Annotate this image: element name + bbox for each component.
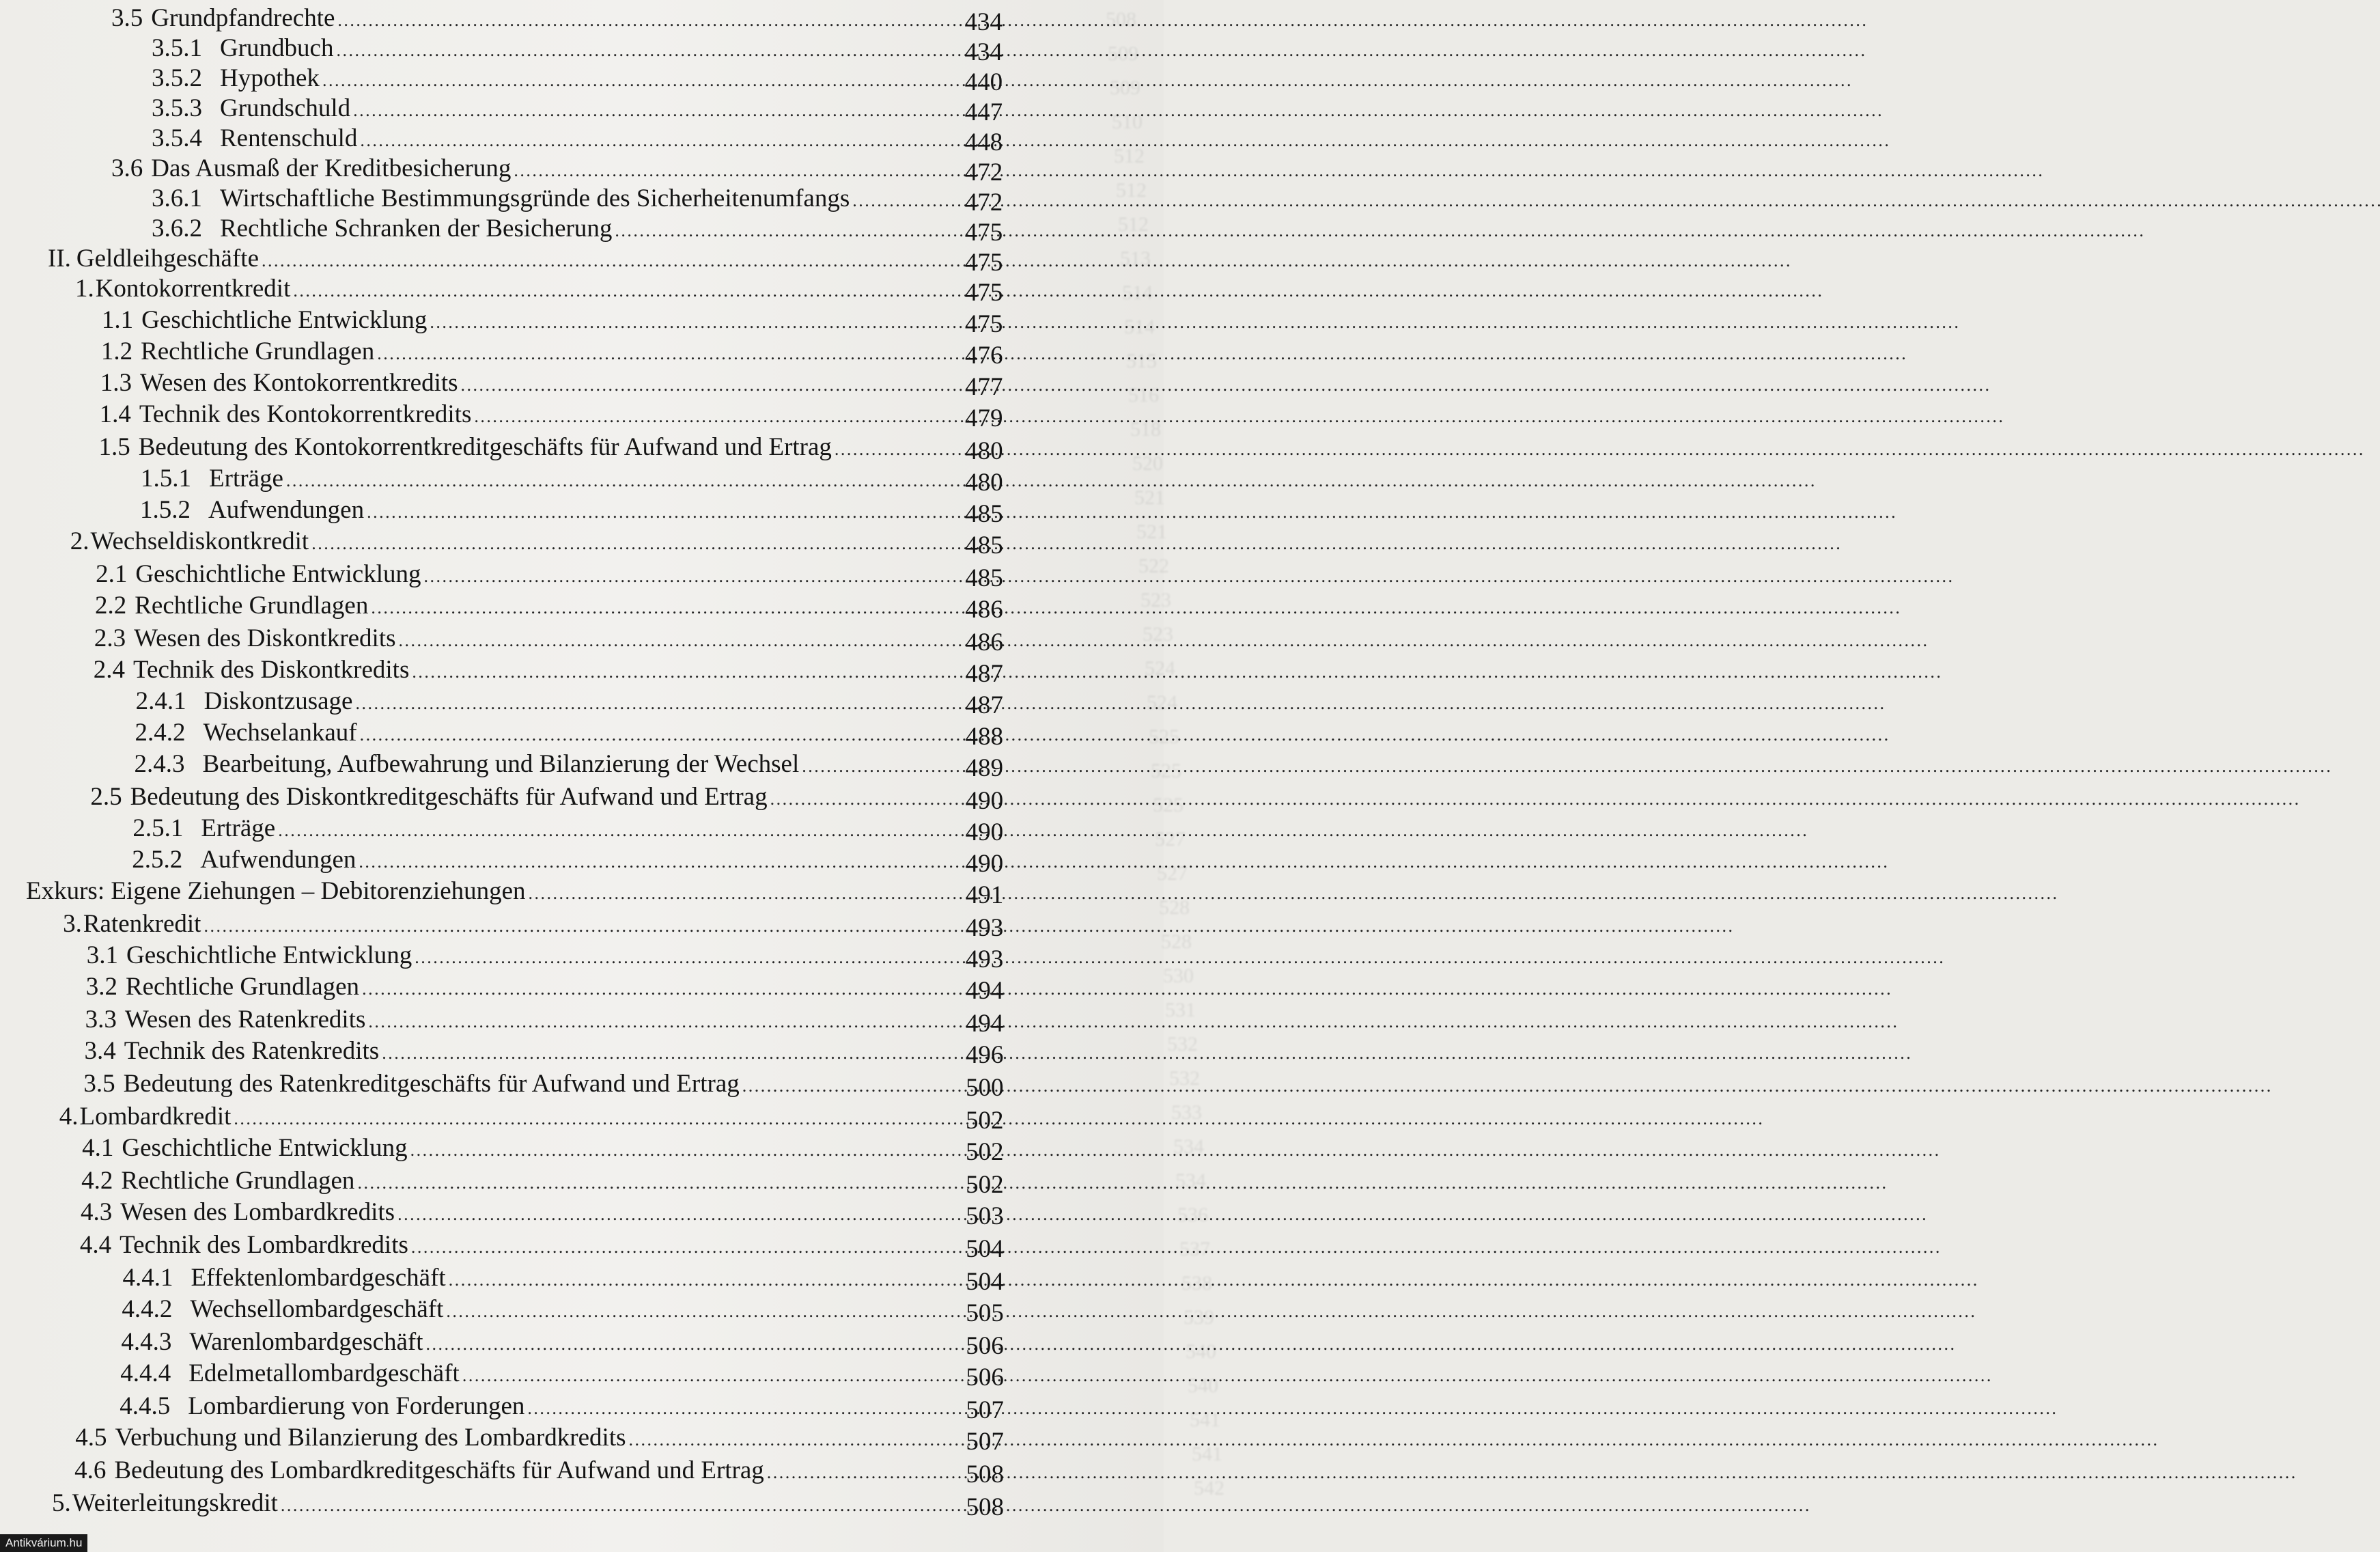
toc-page-number: 475: [964, 279, 1003, 307]
ghost-page-number: 525: [1149, 725, 1179, 748]
toc-page-number: 477: [965, 373, 1003, 401]
ghost-page-number: 536: [1177, 1204, 1208, 1226]
toc-title: Hypothek: [220, 64, 320, 92]
toc-page-number: 491: [965, 881, 1004, 909]
toc-entry: [0, 1165, 1164, 1197]
toc-title: Grundbuch: [220, 34, 334, 62]
toc-title: Erträge: [209, 465, 283, 493]
toc-page-number: 490: [965, 850, 1004, 878]
ghost-page-number: 513: [1120, 247, 1151, 270]
toc-entry: [0, 3, 1164, 34]
toc-title: Rechtliche Grundlagen: [141, 337, 375, 365]
toc-entry: [0, 909, 1164, 940]
toc-page-number: 440: [964, 68, 1003, 96]
toc-leader-dots: [357, 1167, 1885, 1199]
ghost-page-number: 527: [1155, 828, 1186, 850]
toc-entry: [0, 305, 1164, 336]
toc-section-number: 3.5.3: [152, 94, 202, 122]
ghost-page-number: 509: [1108, 42, 1138, 65]
toc-leader-dots: [362, 973, 1890, 1005]
toc-title: Rechtliche Grundlagen: [135, 592, 369, 620]
toc-entry: [0, 183, 1164, 217]
toc-leader-dots: [514, 155, 2041, 186]
toc-page-number: 487: [965, 660, 1003, 688]
toc-section-number: 2.5: [90, 783, 122, 811]
toc-entry: [0, 1391, 1164, 1422]
toc-page-number: 508: [966, 1493, 1004, 1521]
toc-section-number: 4.1: [82, 1134, 114, 1162]
toc-leader-dots: [367, 497, 1894, 528]
ghost-page-number: 541: [1192, 1443, 1222, 1465]
toc-title: Technik des Lombardkredits: [120, 1231, 408, 1259]
toc-section-number: 3.5.2: [152, 64, 202, 92]
ghost-page-number: 524: [1145, 657, 1175, 680]
toc-entry: [0, 33, 1164, 64]
toc-title: Bearbeitung, Aufbewahrung und Bilanzierung der Wechsel: [202, 750, 800, 778]
toc-page-number: 480: [965, 437, 1003, 465]
toc-section-number: 4.2: [81, 1167, 113, 1195]
toc-section-number: 3.4: [84, 1037, 116, 1065]
toc-leader-dots: [426, 1329, 1954, 1360]
ghost-page-number: 533: [1171, 1101, 1202, 1124]
toc-leader-dots: [529, 878, 2056, 909]
toc-section-number: 2.4: [93, 656, 126, 684]
toc-page-number: 502: [966, 1171, 1004, 1199]
toc-title: Geldleihgeschäfte: [76, 245, 259, 273]
toc-leader-dots: [337, 5, 1865, 36]
toc-entry: [0, 213, 1164, 245]
toc-entry: [0, 1358, 1164, 1389]
toc-section-number: 3.6.2: [152, 214, 202, 242]
ghost-page-number: 508: [1106, 8, 1136, 31]
toc-entry: [0, 844, 1164, 876]
toc-page-number: 489: [965, 754, 1004, 782]
toc-section-number: 3.5.4: [152, 124, 202, 152]
toc-title: Effektenlombardgeschäft: [191, 1264, 446, 1292]
toc-page-number: 485: [965, 500, 1003, 528]
toc-page-number: 506: [966, 1332, 1004, 1360]
toc-title: Wechsellombardgeschäft: [190, 1295, 444, 1323]
toc-page-number: 505: [966, 1299, 1004, 1327]
toc-entry: [0, 63, 1164, 94]
toc-entry: [0, 399, 1164, 430]
toc-entry: [0, 971, 1164, 1003]
ghost-page-number: 512: [1118, 213, 1149, 236]
toc-leader-dots: [852, 185, 2380, 217]
ghost-page-number: 539: [1184, 1306, 1214, 1329]
toc-page-number: 480: [965, 469, 1003, 497]
toc-leader-dots: [527, 1393, 2055, 1424]
toc-leader-dots: [399, 625, 1927, 656]
toc-section-number: 4.4: [79, 1231, 112, 1259]
toc-entry: [0, 813, 1164, 844]
toc-page-number: 434: [964, 38, 1003, 66]
ghost-page-number: 531: [1165, 999, 1196, 1021]
toc-leader-dots: [802, 751, 2329, 782]
toc-title: Warenlombardgeschäft: [189, 1328, 423, 1356]
toc-entry: [0, 432, 1164, 463]
ghost-page-number: 532: [1167, 1033, 1198, 1055]
toc-leader-dots: [424, 561, 1952, 592]
ghost-page-number: 523: [1143, 623, 1173, 646]
toc-entry: [0, 686, 1164, 717]
toc-leader-dots: [360, 719, 1888, 751]
toc-entry: [0, 243, 1164, 275]
toc-page-number: 485: [965, 564, 1003, 592]
watermark-label: Antikvárium.hu: [0, 1534, 87, 1552]
toc-section-number: 2.4.1: [135, 687, 186, 715]
toc-entry: [0, 1327, 1164, 1358]
toc-page-number: 476: [964, 342, 1003, 370]
ghost-page-number: 522: [1138, 555, 1169, 577]
toc-section-number: 2.5.1: [132, 814, 184, 842]
toc-title: Technik des Diskontkredits: [133, 656, 410, 684]
toc-entry: [0, 1036, 1164, 1067]
toc-section-number: 3.2: [85, 973, 117, 1001]
toc-page-number: 493: [965, 914, 1004, 942]
toc-title: Exkurs: Eigene Ziehungen – Debitorenziehungen: [26, 877, 526, 905]
ghost-page-number: 521: [1134, 486, 1165, 509]
toc-title: Ratenkredit: [83, 910, 201, 938]
toc-title: Rentenschuld: [220, 124, 358, 152]
toc-page-number: 488: [965, 723, 1003, 751]
toc-leader-dots: [411, 1232, 1939, 1263]
toc-section-number: 2.2: [94, 592, 127, 620]
toc-section-number: 4.: [59, 1103, 79, 1131]
ghost-page-number: 514: [1124, 316, 1155, 338]
toc-title: Wesen des Diskontkredits: [134, 624, 396, 652]
ghost-page-number: 540: [1186, 1340, 1216, 1363]
toc-leader-dots: [281, 1490, 1808, 1521]
toc-leader-dots: [355, 688, 1883, 719]
toc-title: Weiterleitungskredit: [72, 1489, 278, 1517]
toc-leader-dots: [461, 370, 1989, 401]
toc-entry: [0, 590, 1164, 622]
toc-leader-dots: [286, 465, 1814, 497]
toc-title: Geschichtliche Entwicklung: [141, 306, 428, 334]
toc-section-number: 4.4.5: [120, 1392, 171, 1420]
toc-page-number: 434: [964, 8, 1003, 36]
ghost-page-number: 528: [1161, 930, 1192, 953]
toc-entry: [0, 1422, 1164, 1454]
toc-entry: [0, 1294, 1164, 1325]
toc-entry: [0, 781, 1164, 813]
toc-section-number: 4.4.4: [120, 1359, 171, 1387]
toc-entry: [0, 717, 1164, 749]
toc-entry: [0, 495, 1164, 526]
toc-section-number: 4.3: [80, 1198, 113, 1226]
toc-page-number: 508: [966, 1460, 1004, 1488]
toc-section-number: 2.3: [94, 624, 126, 652]
toc-entry: [0, 273, 1164, 305]
toc-page-number: 475: [964, 249, 1003, 277]
toc-entry: [0, 1004, 1164, 1036]
toc-page-number: 447: [964, 98, 1003, 126]
ghost-page-number: 510: [1112, 111, 1143, 133]
toc-leader-dots: [412, 656, 1940, 688]
toc-section-number: 4.4.2: [122, 1295, 173, 1323]
toc-section-number: 1.2: [100, 337, 133, 365]
toc-page-number: 486: [965, 628, 1003, 656]
toc-title: Wechselankauf: [203, 719, 357, 747]
toc-title: Grundschuld: [220, 94, 351, 122]
toc-leader-dots: [462, 1360, 1990, 1391]
toc-section-number: 1.: [74, 275, 94, 303]
toc-title: Bedeutung des Diskontkreditgeschäfts für Aufwand und Ertrag: [130, 783, 768, 811]
ghost-page-number: 542: [1194, 1477, 1224, 1499]
toc-title: Geschichtliche Entwicklung: [135, 560, 421, 588]
toc-section-number: 3.5: [83, 1070, 115, 1098]
toc-title: Technik des Kontokorrentkredits: [139, 400, 472, 428]
toc-title: Grundpfandrechte: [151, 4, 335, 32]
ghost-page-number: 537: [1179, 1238, 1210, 1260]
toc-entry: [0, 559, 1164, 590]
toc-title: Aufwendungen: [208, 496, 365, 524]
toc-section-number: 1.3: [100, 369, 132, 397]
toc-leader-dots: [377, 338, 1905, 370]
toc-title: Wirtschaftliche Bestimmungsgründe des Sicherheitenumfangs: [220, 184, 850, 212]
toc-title: Bedeutung des Ratenkreditgeschäfts für Aufwand und Ertrag: [123, 1070, 740, 1098]
toc-leader-dots: [353, 95, 1881, 126]
toc-entry: [0, 654, 1164, 686]
ghost-page-number: 520: [1132, 452, 1163, 475]
toc-section-number: 3.6.1: [152, 184, 202, 212]
toc-leader-dots: [430, 307, 1957, 338]
toc-entry: [0, 749, 1164, 780]
toc-title: Lombardkredit: [79, 1103, 232, 1131]
ghost-page-number: 515: [1126, 350, 1157, 372]
toc-entry: [0, 123, 1164, 154]
toc-entry: [0, 1068, 1164, 1100]
toc-leader-dots: [615, 215, 2142, 247]
toc-entry: [0, 1488, 1164, 1519]
toc-page-number: 503: [966, 1202, 1004, 1230]
ghost-page-number: 525: [1153, 794, 1184, 816]
ghost-page-number: 509: [1110, 77, 1140, 99]
toc-title: Geschichtliche Entwicklung: [126, 941, 412, 969]
toc-section-number: 1.5.1: [141, 465, 192, 493]
toc-section-number: 4.6: [74, 1456, 107, 1484]
ghost-page-number: 525: [1151, 760, 1181, 782]
toc-leader-dots: [835, 434, 2362, 465]
toc-entry: [0, 153, 1164, 184]
toc-section-number: 2.: [70, 527, 89, 555]
toc-leader-dots: [629, 1424, 2157, 1456]
toc-page-number: 502: [966, 1138, 1004, 1166]
toc-entry: [0, 1262, 1164, 1294]
ghost-page-number: 523: [1140, 589, 1171, 611]
toc-section-number: 4.5: [75, 1424, 107, 1452]
toc-section-number: II.: [48, 245, 71, 273]
toc-page-number: 475: [964, 219, 1003, 247]
toc-entry: [0, 940, 1164, 971]
toc-page-number: 487: [965, 691, 1003, 719]
toc-entry: [0, 526, 1164, 557]
toc-title: Rechtliche Grundlagen: [125, 973, 360, 1001]
toc-section-number: 3.: [63, 910, 82, 938]
toc-title: Rechtliche Schranken der Besicherung: [220, 214, 613, 242]
toc-section-number: 2.1: [96, 560, 128, 588]
ghost-page-number: 518: [1130, 418, 1161, 441]
toc-entry: [0, 1455, 1164, 1486]
ghost-page-number: 521: [1136, 521, 1167, 543]
toc-page-number: 475: [964, 310, 1003, 338]
toc-page-number: 504: [966, 1268, 1004, 1296]
toc-title: Erträge: [201, 814, 276, 842]
toc-page-number: 504: [966, 1235, 1004, 1263]
toc-title: Verbuchung und Bilanzierung des Lombardkredits: [115, 1424, 626, 1452]
toc-page-number: 506: [966, 1363, 1004, 1391]
ghost-page-number: 528: [1159, 896, 1190, 919]
toc-leader-dots: [262, 245, 1789, 277]
toc-section-number: 1.5.2: [139, 496, 191, 524]
toc-page-number: 479: [965, 404, 1003, 432]
toc-leader-dots: [311, 528, 1839, 559]
ghost-page-number: 530: [1163, 965, 1194, 987]
toc-leader-dots: [278, 815, 1806, 846]
ghost-page-number: 532: [1169, 1067, 1200, 1090]
toc-entry: [0, 623, 1164, 654]
ghost-page-number: 512: [1116, 179, 1147, 202]
toc-leader-dots: [397, 1199, 1925, 1230]
toc-entry: [0, 1101, 1164, 1133]
toc-section-number: 2.5.2: [132, 846, 183, 874]
toc-section-number: 2.4.2: [135, 719, 186, 747]
toc-section-number: 1.5: [98, 433, 130, 461]
toc-title: Das Ausmaß der Kreditbesicherung: [151, 154, 512, 182]
toc-leader-dots: [410, 1135, 1938, 1166]
toc-section-number: 2.4.3: [134, 750, 185, 778]
toc-page-number: 490: [965, 818, 1004, 846]
toc-title: Aufwendungen: [200, 846, 356, 874]
toc-leader-dots: [293, 275, 1821, 307]
ghost-page-number: 516: [1128, 384, 1159, 406]
toc-page-number: 507: [966, 1396, 1004, 1424]
toc-page-number: 493: [965, 945, 1004, 973]
toc-entry: [0, 93, 1164, 124]
toc-section-number: 4.4.1: [122, 1264, 173, 1292]
toc-section-number: 1.4: [99, 400, 131, 428]
toc-leader-dots: [336, 35, 1864, 66]
toc-leader-dots: [371, 592, 1899, 624]
toc-title: Kontokorrentkredit: [95, 275, 291, 303]
toc-leader-dots: [322, 65, 1850, 96]
toc-section-number: 4.4.3: [121, 1328, 172, 1356]
toc-page-number: 507: [966, 1428, 1004, 1456]
toc-page-number: 500: [965, 1074, 1004, 1102]
toc-title: Edelmetallombardgeschäft: [188, 1359, 460, 1387]
toc-title: Technik des Ratenkredits: [124, 1037, 380, 1065]
ghost-page-number: 514: [1122, 281, 1153, 304]
toc-entry: [0, 368, 1164, 399]
toc-entry: [0, 1133, 1164, 1164]
toc-page-number: 490: [965, 787, 1004, 815]
toc-section-number: 1.1: [101, 306, 134, 334]
toc-title: Geschichtliche Entwicklung: [122, 1134, 408, 1162]
toc-leader-dots: [368, 1006, 1896, 1038]
toc-section-number: 3.5.1: [152, 34, 202, 62]
toc-section-number: 3.1: [86, 941, 119, 969]
toc-page-number: 502: [965, 1107, 1004, 1135]
toc-entry: [0, 876, 1164, 907]
toc-page-number: 494: [965, 1010, 1004, 1038]
toc-entry: [0, 336, 1164, 368]
toc-title: Wechseldiskontkredit: [90, 527, 309, 555]
toc-page-number: 448: [964, 128, 1003, 156]
toc-entry: [0, 1230, 1164, 1261]
toc-page-number: 494: [965, 977, 1004, 1005]
toc-page-number: 485: [965, 531, 1003, 559]
ghost-page-number: 541: [1190, 1409, 1220, 1431]
toc-leader-dots: [360, 125, 1888, 156]
toc-section-number: 3.3: [85, 1006, 117, 1034]
toc-leader-dots: [474, 401, 2002, 432]
ghost-page-number: 524: [1147, 691, 1177, 714]
toc-title: Wesen des Kontokorrentkredits: [139, 369, 458, 397]
toc-title: Wesen des Ratenkredits: [124, 1006, 366, 1034]
toc-entry: [0, 1197, 1164, 1228]
toc-title: Lombardierung von Forderungen: [188, 1392, 525, 1420]
toc-entry: [0, 463, 1164, 495]
toc-title: Diskontzusage: [204, 687, 353, 715]
ghost-page-number: 540: [1188, 1374, 1218, 1397]
toc-page-number: 496: [965, 1041, 1004, 1069]
toc-page-number: 472: [964, 158, 1003, 186]
toc-section-number: 3.6: [111, 154, 143, 182]
toc-title: Wesen des Lombardkredits: [120, 1198, 395, 1226]
ghost-page-number: 534: [1173, 1135, 1204, 1158]
toc-leader-dots: [449, 1264, 1976, 1296]
toc-title: Rechtliche Grundlagen: [121, 1167, 355, 1195]
ghost-page-number: 538: [1181, 1272, 1212, 1294]
toc-leader-dots: [359, 846, 1886, 878]
ghost-page-number: 527: [1157, 862, 1188, 885]
toc-leader-dots: [415, 942, 1942, 973]
toc-title: Bedeutung des Lombardkreditgeschäfts für Aufwand und Ertrag: [114, 1456, 764, 1484]
toc-page-number: 486: [965, 596, 1003, 624]
toc-leader-dots: [446, 1296, 1974, 1327]
toc-section-number: 5.: [52, 1489, 71, 1517]
toc-leader-dots: [382, 1038, 1909, 1069]
toc-page-number: 472: [964, 189, 1003, 217]
toc-section-number: 3.5: [111, 4, 143, 32]
toc-title: Bedeutung des Kontokorrentkreditgeschäfts für Aufwand und Ertrag: [138, 433, 832, 461]
ghost-page-number: 534: [1175, 1169, 1206, 1192]
ghost-page-number: 512: [1114, 145, 1145, 167]
